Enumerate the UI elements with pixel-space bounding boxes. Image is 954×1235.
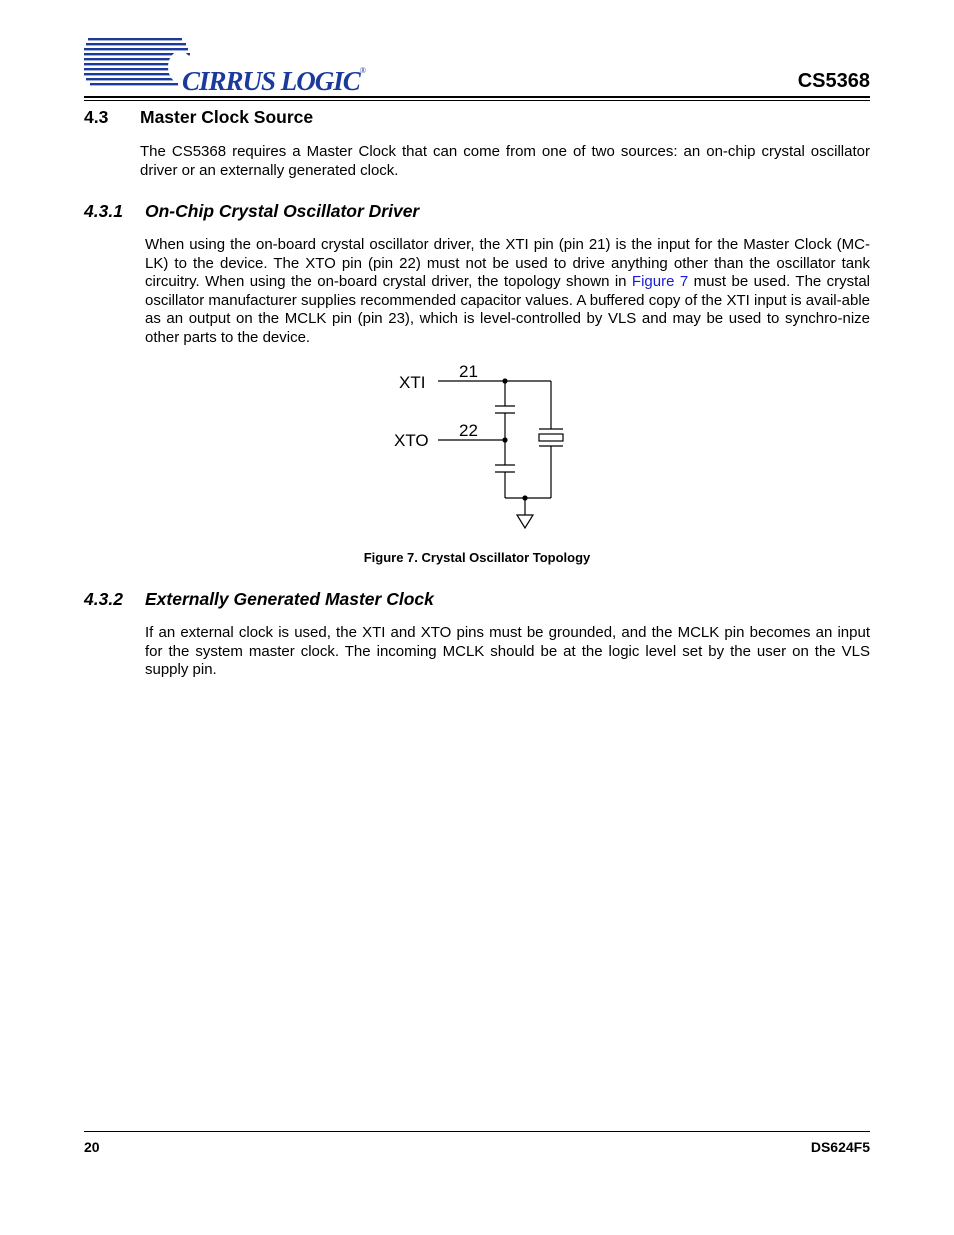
subsection1-number: 4.3.1 [84, 201, 123, 221]
subsection1-title: On-Chip Crystal Oscillator Driver [145, 201, 420, 221]
subsection2-body: If an external clock is used, the XTI and XTO pins must be grounded, and the MCLK pin becomes an input for the system master clock. The incoming MCLK should be at the logic level set by the user on the VLS supply pin. [145, 624, 870, 679]
footer-rule [84, 1131, 870, 1132]
page-number: 20 [84, 1139, 100, 1155]
logo-wordmark: CIRRUS LOGIC® [182, 66, 365, 96]
figure-caption: Figure 7. Crystal Oscillator Topology [363, 550, 591, 565]
cirrus-logic-logo [84, 34, 365, 96]
crystal-icon [539, 434, 563, 441]
xto-pin-number: 22 [459, 421, 478, 440]
logo-swoosh-icon [84, 34, 194, 96]
section-title: Master Clock Source [140, 107, 314, 127]
document-id: DS624F5 [810, 1139, 870, 1155]
section-heading [84, 107, 313, 128]
section-number: 4.3 [84, 107, 109, 127]
subsection1-heading [84, 201, 419, 222]
ground-icon [517, 515, 533, 528]
xti-label: XTI [399, 373, 426, 392]
crystal-oscillator-schematic [380, 355, 580, 535]
header-rule-thin [84, 100, 870, 101]
xti-node-dot [502, 378, 507, 383]
subsection2-title: Externally Generated Master Clock [145, 589, 434, 609]
section-body: The CS5368 requires a Master Clock that can come from one of two sources: an on-chip crystal oscillator driver or an externally generated clock. [140, 143, 870, 179]
subsection2-heading [84, 589, 434, 610]
header-rule [84, 96, 870, 98]
subsection1-body [145, 236, 870, 348]
xto-label: XTO [394, 431, 429, 450]
subsection2-number: 4.3.2 [84, 589, 123, 609]
xto-node-dot [502, 437, 507, 442]
subsection1-body-text: When using the on-board crystal oscillator driver, the XTI pin (pin 21) is the input for the Master Clock (MC-LK) to the device. The XTO pin (pin 22) must not be used to drive anything other than the oscillator tank circuitry. When using the on-board crystal driver, the topology shown in [145, 236, 870, 291]
subsection1-body-text-end: must be used. The crystal oscillator manufacturer supplies recommended capacitor values. A buffered copy of the XTI input is avail-able as an output on the MCLK pin (pin 23), which is level-controlled by VLS and may be used to synchro-nize other parts to the device. [145, 273, 870, 346]
figure-7-link[interactable]: Figure 7 [631, 273, 689, 291]
xti-pin-number: 21 [459, 362, 478, 381]
part-number: CS5368 [797, 70, 870, 92]
ground-node-dot [522, 495, 527, 500]
